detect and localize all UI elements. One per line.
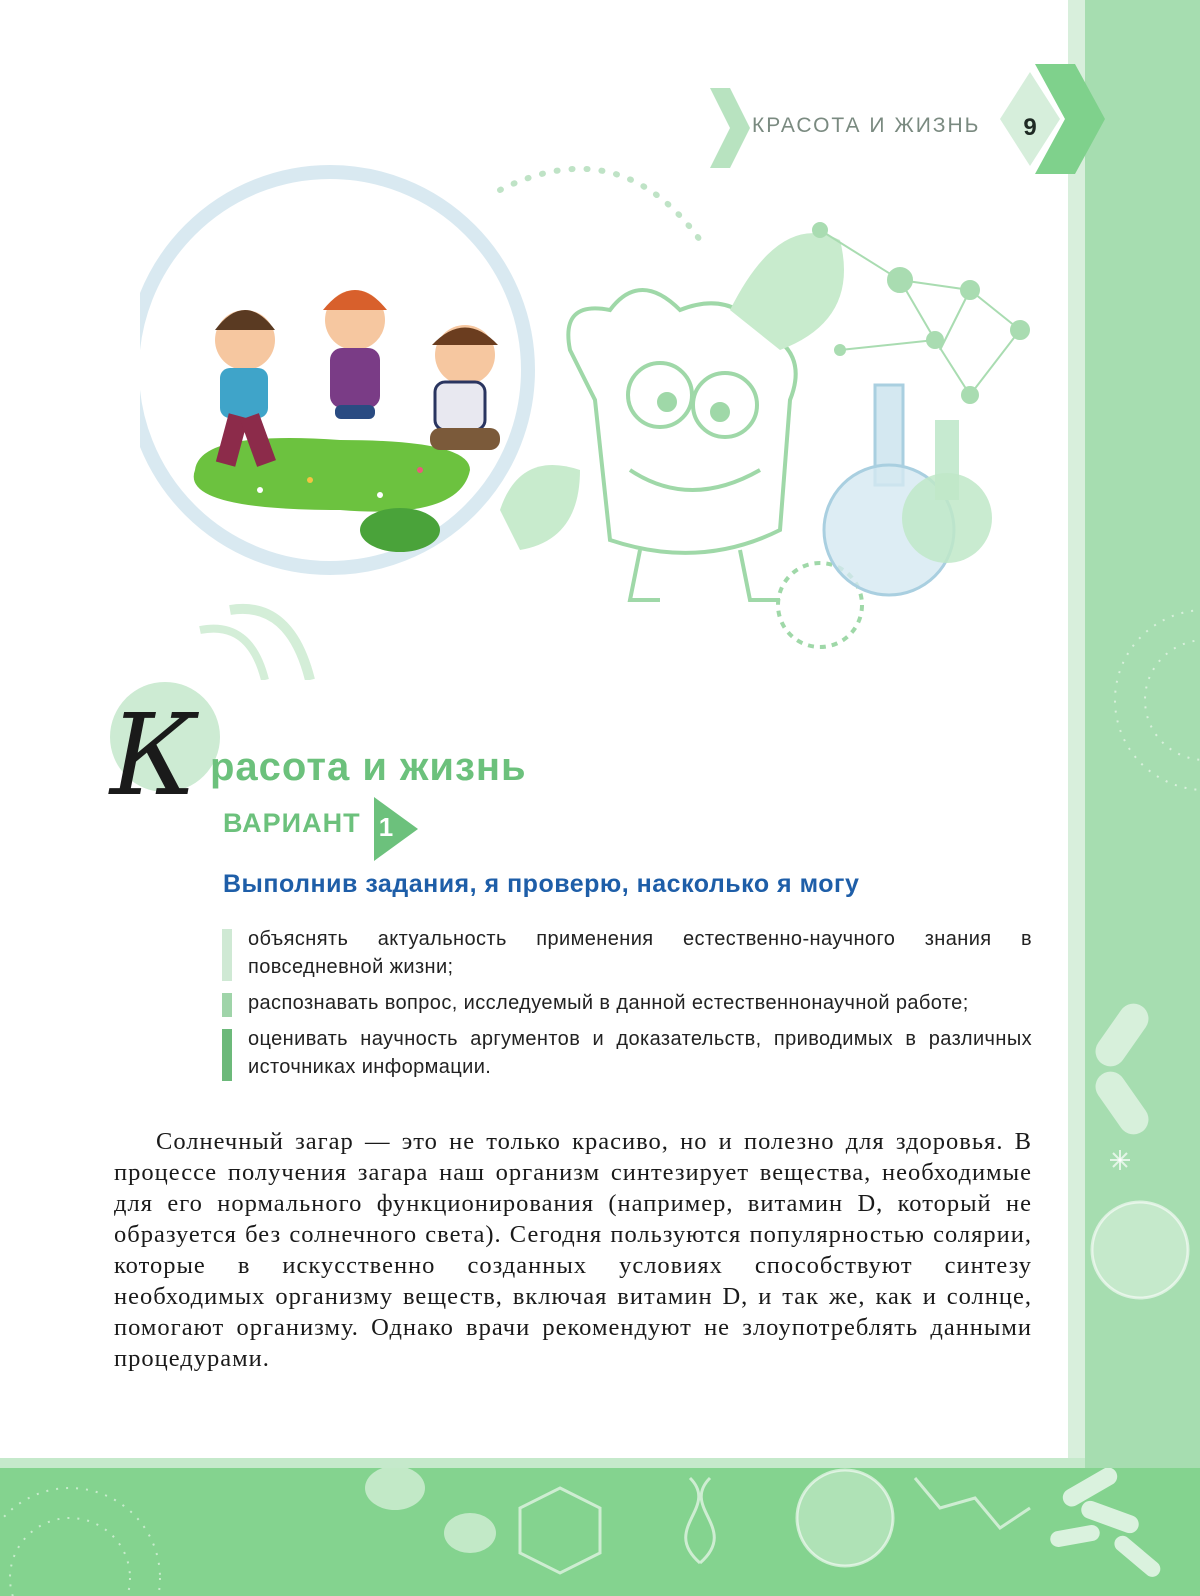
goal-item — [222, 989, 1032, 1017]
monster-illustration — [568, 290, 862, 647]
sparkle-icon — [1110, 1150, 1130, 1170]
hexagon-icon — [520, 1488, 600, 1573]
goals-list — [222, 925, 1032, 1089]
goal-text: оценивать научность аргументов и доказательств, приводимых в различных источниках информации. — [248, 1028, 1032, 1078]
goal-bar — [222, 993, 232, 1017]
title-text: расота и жизнь — [210, 745, 527, 789]
molecule-icon — [915, 1478, 1030, 1528]
margin-decoration — [1085, 0, 1200, 1468]
title-drop-cap: К — [110, 691, 197, 821]
goal-text: объяснять актуальность применения естественно-научного знания в повседневной жизни; — [248, 928, 1032, 978]
goals-heading: Выполнив задания, я проверю, насколько я могу — [223, 870, 860, 898]
goal-text: распознавать вопрос, исследуемый в данной естественнонаучной работе; — [248, 992, 969, 1014]
dna-icon — [686, 1478, 715, 1563]
molecule-network-icon — [813, 223, 1029, 403]
goal-bar — [222, 1029, 232, 1081]
bottom-decoration — [0, 1468, 1200, 1596]
variant-label: ВАРИАНТ — [223, 808, 361, 838]
goal-item — [222, 925, 1032, 981]
page-header — [700, 102, 1120, 154]
cell-icon — [797, 1470, 893, 1566]
chapter-title — [110, 691, 810, 821]
leaf-icon — [365, 1468, 496, 1553]
side-strip-inner — [1068, 0, 1086, 1596]
bacteria-icon — [1049, 1468, 1164, 1580]
chapter-illustration — [140, 150, 1060, 680]
flask-icon — [824, 385, 992, 595]
variant-number: 1 — [378, 812, 394, 842]
goal-item — [222, 1025, 1032, 1081]
chapter-label: КРАСОТА И ЖИЗНЬ — [752, 114, 981, 137]
goal-bar — [222, 929, 232, 981]
cell-icon — [1092, 1202, 1188, 1298]
body-paragraph: Солнечный загар — это не только красиво, но и полезно для здоровья. В процессе получения загара наш организм синтезирует вещества, необходимые для его нормального функционирования (например, витамин D, который не образуется без солнечного света). Сегодня пользуются популярностью солярии, которые в искусственно созданных условиях способствуют синтезу необходимых организму веществ, включая витамин D, и так же, как и солнце, помогают организму. Однако врачи рекомендуют не злоупотреблять данными процедурами. — [114, 1128, 1032, 1372]
page-number: 9 — [1023, 114, 1037, 141]
capsule-icon — [1090, 998, 1155, 1141]
